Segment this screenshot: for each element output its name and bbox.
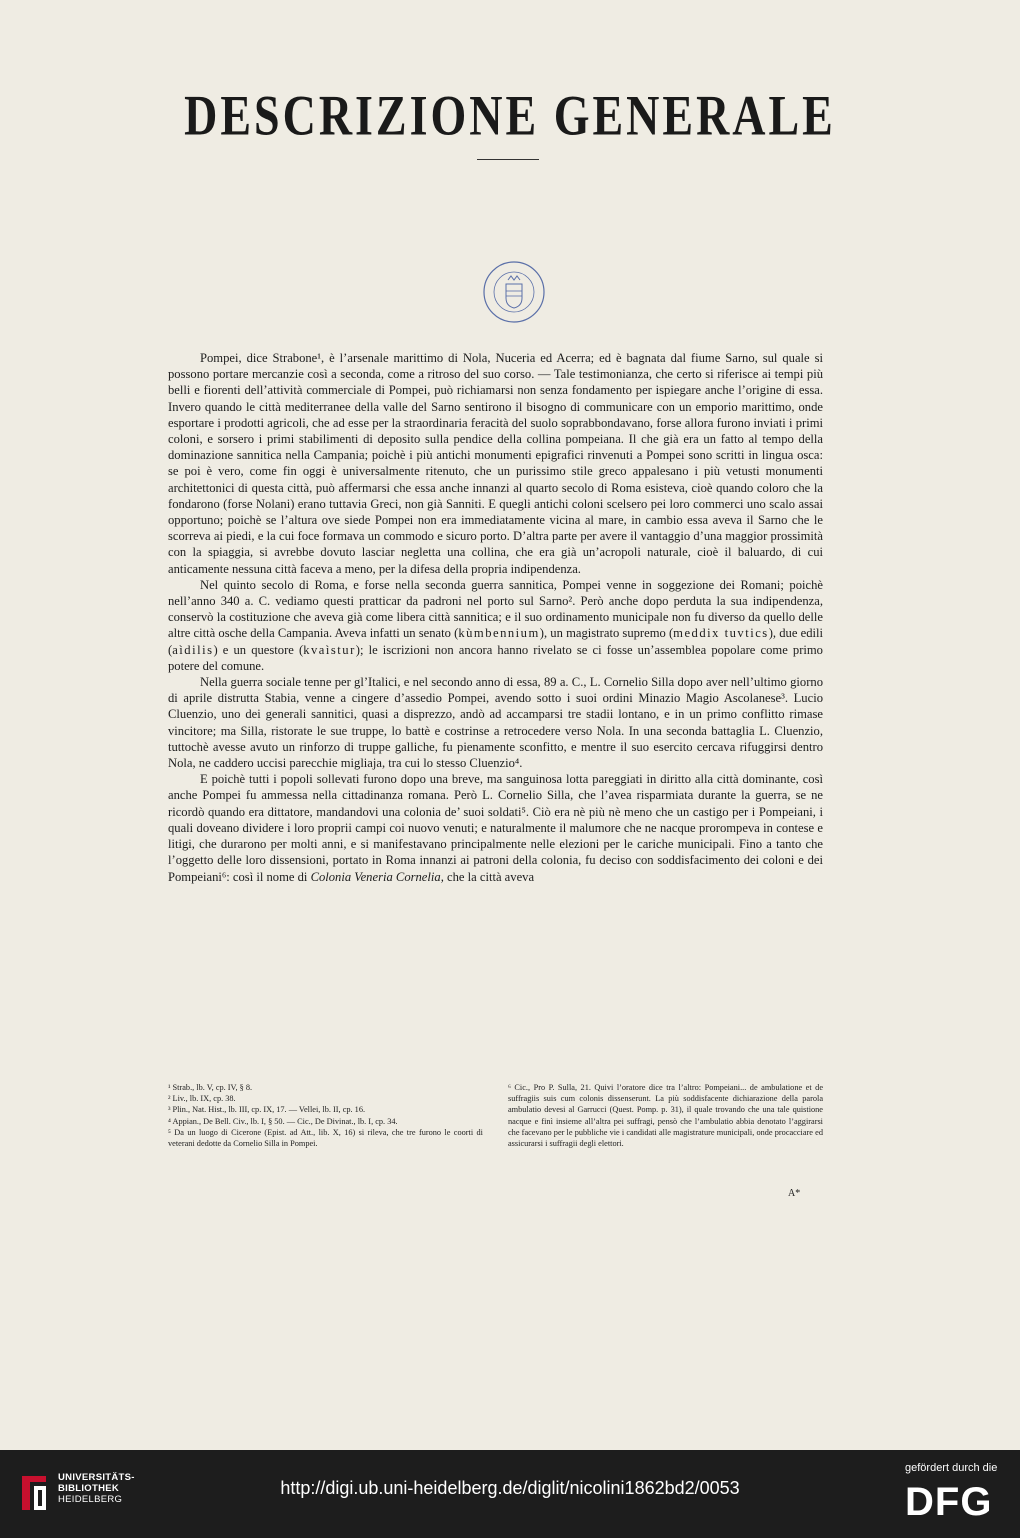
main-body — [168, 350, 823, 885]
library-name-line: BIBLIOTHEK — [58, 1483, 120, 1494]
paragraph-3: Nella guerra sociale tenne per gl’Italici, e nel secondo anno di essa, 89 a. C., L. Cornelio Silla dopo aver nell’ultimo giorno di aprile distrutta Stabia, venne a cingere d’assedio Pompei, avendo sotto i suoi ordini Minazio Magio Ascolanese³. Lucio Cluenzio, uno dei generali sannitici, quasi a disprezzo, andò ad accamparsi tre stadii lontano, e in un primo conflitto rimase vincitore; ma Silla, ristorate le sue truppe, lo battè e costrinse a retrocedere verso Nola. In una seconda battaglia L. Cluenzio, tuttochè avesse avuto un rinforzo di truppe galliche, fu pienamente sconfitto, e mentre il suo esercito cercava rifuggirsi dentro Nola, ne caddero uccisi parecchie migliaja, tra cui lo stesso Cluenzio⁴. — [168, 675, 823, 771]
funded-by-label: gefördert durch die — [905, 1462, 998, 1474]
library-name-line: HEIDELBERG — [58, 1494, 123, 1505]
paragraph-2 — [168, 577, 823, 674]
paragraph-2-part: ), due edili ( — [168, 626, 823, 657]
title-divider — [477, 159, 539, 160]
paragraph-4-part: E poichè tutti i popoli sollevati furono dopo una breve, ma sanguinosa lotta pareggiati in diritto alla città dominante, così anche Pompei fu ammessa nella cittadinanza romana. Però L. Cornelio Silla, che l’avea risparmiata durante la guerra, se ne ricordò quando era dittatore, mandandovi una colonia de’ suoi soldati⁵. Ciò era nè più nè meno che un castigo per i Pompeiani, i quali doveano dividere i loro proprii campi coi nuovo venuti; e naturalmente il malumore che ne nacque prorompeva in contese e litigi, che durarono per molti anni, e si manifestavano principalmente nelle elezioni per le cariche municipali. Fino a tanto che l’oggetto delle loro dissensioni, portato in Roma innanzi ai patroni della colonia, fu deciso con soddisfacimento dei coloni e dei Pompeiani⁶: così il nome di — [168, 772, 823, 884]
footnotes-right — [508, 1082, 823, 1149]
oscan-term: kùmbennium — [458, 626, 540, 641]
source-url-link[interactable]: http://digi.ub.uni-heidelberg.de/diglit/nicolini1862bd2/0053 — [280, 1478, 740, 1498]
footnotes — [168, 1082, 823, 1149]
oscan-term: meddix tuvtics — [673, 626, 769, 641]
paragraph-1: Pompei, dice Strabone¹, è l’arsenale marittimo di Nola, Nuceria ed Acerra; ed è bagnata dal fiume Sarno, sul quale si possono portare mercanzie così a seconda, come a ritroso del suo corso. — Tale testimonianza, che certo si riferisce ai tempi più belli e fiorenti dell’attività commerciale di Pompei, può richiamarsi non senza fondamento per ispiegare anche l’origine di essa. Invero quando le città mediterranee della valle del Sarno sentirono il bisogno di communicare con un emporio marittimo, onde esportare i prodotti agricoli, che ad esse per la straordinaria feracità del suolo soprabbondavano, forse allora furono inviati i primi coloni, e sorsero i primi stabilimenti di deposito sulla pendice della collina pompeiana. Il che già era un fatto al tempo della dominazione sannitica nella Campania; poichè i più antichi monumenti epigrafici rinvenuti a Pompei sono scritti in lingua osca: se poi è vero, come fin oggi è universalmente ritenuto, che un purissimo stile greco appalesano i più vetusti monumenti architettonici di questa città, può affermarsi che essa anche innanzi al quarto secolo di Roma esisteva, cioè quando coloro che la fondarono (forse Nolani) erano tuttavia Greci, non già Sanniti. E quegli antichi coloni scelsero pei loro commerci uno scalo assai opportuno; poichè se l’altura ove siede Pompei non era immediatamente vicina al mare, in cambio essa aveva il Sarno che le scorreva ai piedi, e la cui foce formava un commodo e sicuro porto. D’altra parte per avere il vantaggio d’una maggior prossimità con la spiaggia, si avrebbe dovuto lasciar negletta una collina, che era già un’acropoli naturale, cioè il baluardo, di cui anticamente nessuna città faceva a meno, per la difesa della propria indipendenza. — [168, 351, 823, 576]
viewer-footer — [0, 1450, 1020, 1538]
footnote: ¹ Strab., lb. V, cp. IV, § 8. — [168, 1083, 253, 1092]
oscan-term: aìdilis — [172, 642, 214, 657]
library-stamp-icon — [482, 260, 546, 324]
paragraph-4 — [168, 771, 823, 884]
paragraph-2-part: ) e un questore ( — [213, 642, 304, 657]
paragraph-2-part: ), un magistrato supremo ( — [539, 626, 674, 641]
page-title: DESCRIZIONE GENERALE — [184, 83, 836, 147]
signature-mark: A* — [788, 1188, 801, 1199]
colony-name: Colonia Veneria Cornelia, — [310, 869, 444, 884]
footnote: ³ Plin., Nat. Hist., lb. III, cp. IX, 17. — Vellei, lb. II, cp. 16. — [168, 1105, 366, 1115]
dfg-logo: DFG — [905, 1480, 993, 1524]
footnote: ⁴ Appian., De Bell. Civ., lb. I, § 50. — Cic., De Divinat., lb. I, cp. 34. — [168, 1116, 398, 1126]
paragraph-2-part: Nel quinto secolo di Roma, e forse nella seconda guerra sannitica, Pompei venne in soggezione dei Romani; poichè nell’anno 340 a. C. vediamo questi pratticar da padroni nel porto sul Sarno². Però anche dopo perduta la sua indipendenza, conservò la costituzione che aveva già come libera città sannitica; e il suo ordinamento municipale non fu diverso da quello delle altre città osche della Campania. Aveva infatti un senato ( — [168, 577, 823, 641]
footnote: ⁵ Da un luogo di Cicerone (Epist. ad Att., lib. X, 16) si rileva, che tre furono le coorti di veterani dedotte da Cornelio Silla in Pompei. — [168, 1127, 483, 1149]
oscan-term: kvaìstur — [303, 642, 356, 657]
paragraph-4-part: che la città aveva — [443, 869, 535, 884]
footnote: ² Liv., lb. IX, cp. 38. — [168, 1094, 236, 1104]
library-name-line: UNIVERSITÄTS- — [58, 1472, 135, 1483]
footnote: ⁶ Cic., Pro P. Sulla, 21. Quivi l’oratore dice tra l’altro: Pompeiani... de ambulatione et de suffragiis suis cum colonis dissenserunt. La più soddisfacente dichiarazione della parola ambulatio devesi al Garrucci (Quest. Pomp. p. 31), il quale trovando che una tale quistione nacque e finì insieme all’altra pei suffragi, pensò che l’ambulatio abbia denotato l’aggirarsi che facevano per le pubbliche vie i candidati alle magistrature municipali, onde procacciare ed assicurarsi i suffragii degli elettori. — [508, 1083, 823, 1149]
paragraph-2-part: ); le iscrizioni non ancora hanno rivelato se ci fosse un’assemblea popolare come primo potere del comune. — [168, 642, 823, 673]
footnotes-left — [168, 1082, 483, 1149]
